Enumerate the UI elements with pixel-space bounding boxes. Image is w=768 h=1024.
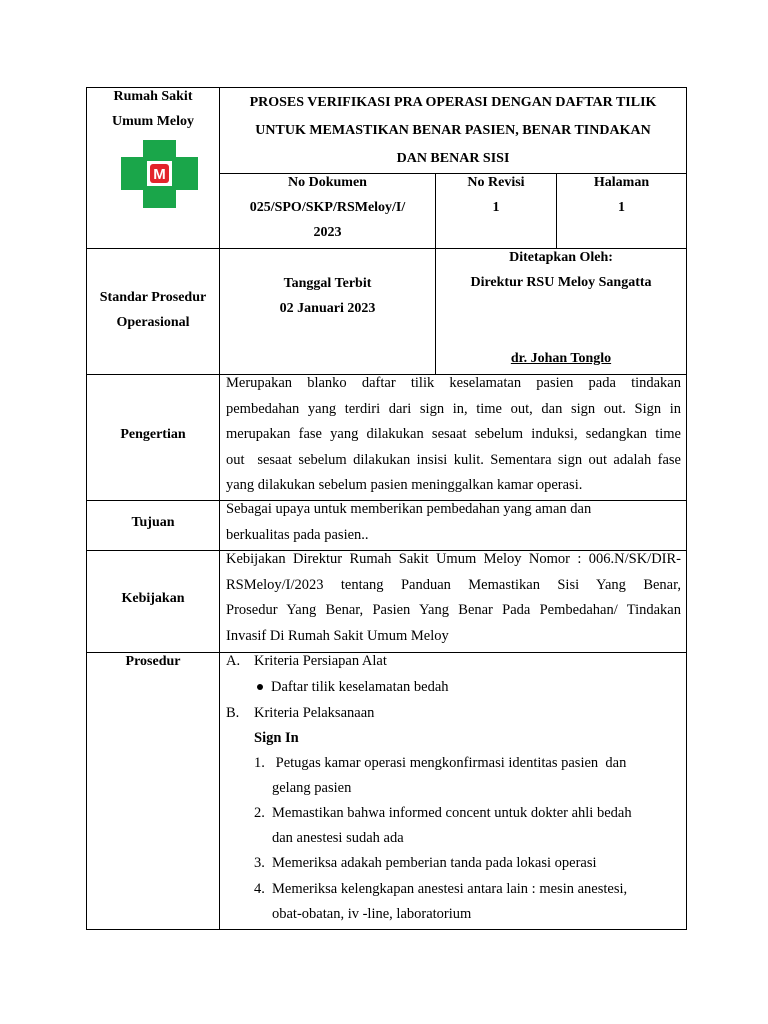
pengertian-line: yang dilakukan sebelum pasien meninggalkan kamar operasi. bbox=[226, 477, 583, 493]
title-line1: PROSES VERIFIKASI PRA OPERASI DENGAN DAFTAR TILIK bbox=[249, 95, 657, 110]
bullet-dot-icon bbox=[257, 684, 263, 690]
issue-date-cell bbox=[220, 271, 435, 321]
section-a-bullet bbox=[254, 675, 449, 700]
tujuan-line: berkualitas pada pasien.. bbox=[226, 526, 369, 543]
doc-number-line1: 025/SPO/SKP/RSMeloy/I/ bbox=[249, 200, 406, 215]
kebijakan-line: Prosedur Yang Benar, Pasien Yang Benar Pada Pembedahan/ Tindakan bbox=[226, 602, 681, 618]
doc-number-label: No Dokumen bbox=[288, 175, 367, 190]
sop-label bbox=[87, 285, 219, 335]
section-b-title: Kriteria Pelaksanaan bbox=[254, 705, 375, 721]
step-number: 4. bbox=[254, 881, 265, 897]
step-4-continuation: obat-obatan, iv -line, laboratorium bbox=[272, 906, 472, 922]
org-name bbox=[87, 84, 219, 134]
green-cross-logo-icon bbox=[121, 140, 198, 208]
section-b-marker: B. bbox=[226, 705, 240, 721]
approver-name bbox=[436, 346, 686, 371]
issue-date-label: Tanggal Terbit bbox=[283, 276, 372, 291]
approval-role: Direktur RSU Meloy Sangatta bbox=[470, 275, 652, 290]
kebijakan-line: Kebijakan Direktur Rumah Sakit Umum Meloy Nomor : 006.N/SK/DIR- bbox=[226, 551, 681, 567]
table-border-right bbox=[686, 87, 687, 930]
section-a-marker: A. bbox=[226, 653, 241, 669]
issue-date-value: 02 Januari 2023 bbox=[279, 301, 376, 316]
step-text: Petugas kamar operasi mengkonfirmasi identitas pasien dan bbox=[272, 755, 627, 771]
step-text: Memeriksa kelengkapan anestesi antara lain : mesin anestesi, bbox=[272, 881, 628, 897]
step-text: Memeriksa adakah pemberian tanda pada lokasi operasi bbox=[272, 855, 597, 871]
kebijakan-line: Invasif Di Rumah Sakit Umum Meloy bbox=[226, 627, 449, 644]
revision-cell bbox=[436, 170, 556, 220]
prosedur-label: Prosedur bbox=[125, 654, 181, 669]
pengertian-line: Merupakan blanko daftar tilik keselamatan pasien pada tindakan bbox=[226, 375, 681, 391]
step-3 bbox=[254, 851, 597, 876]
page-value: 1 bbox=[618, 200, 625, 215]
tujuan-line: Sebagai upaya untuk memberikan pembedahan yang aman dan bbox=[226, 501, 592, 517]
pengertian-label: Pengertian bbox=[120, 427, 186, 442]
section-a-bullet-text: Daftar tilik keselamatan bedah bbox=[271, 679, 449, 695]
kebijakan-text bbox=[226, 547, 681, 649]
approver-name-text: dr. Johan Tonglo bbox=[510, 351, 612, 366]
step-1-continuation: gelang pasien bbox=[272, 780, 352, 796]
approval-cell bbox=[436, 245, 686, 295]
step-number: 2. bbox=[254, 805, 265, 821]
tujuan-text bbox=[226, 497, 681, 548]
org-name-line2: Umum Meloy bbox=[111, 114, 195, 129]
sop-label-line1: Standar Prosedur bbox=[99, 290, 207, 305]
pengertian-line: out sesaat sebelum dilakukan insisi kulit. Sementara sign out adalah fase bbox=[226, 451, 681, 468]
section-a-heading bbox=[226, 649, 387, 674]
step-number: 3. bbox=[254, 855, 265, 871]
step-number: 1. bbox=[254, 755, 265, 771]
tujuan-label: Tujuan bbox=[131, 515, 175, 530]
table-border-bottom bbox=[86, 929, 687, 930]
pengertian-line: merupakan fase yang dilakukan sesaat sebelum induksi, sedangkan time bbox=[226, 426, 681, 442]
hospital-logo bbox=[121, 140, 198, 208]
doc-number-line2: 2023 bbox=[313, 225, 342, 240]
page-cell bbox=[557, 170, 686, 220]
kebijakan-line: RSMeloy/I/2023 tentang Panduan Memastikan Sisi Yang Benar, bbox=[226, 576, 681, 593]
sign-in-heading: Sign In bbox=[254, 730, 299, 746]
step-1 bbox=[254, 751, 626, 776]
kebijakan-label: Kebijakan bbox=[121, 591, 185, 606]
approval-label: Ditetapkan Oleh: bbox=[509, 250, 613, 265]
section-a-title: Kriteria Persiapan Alat bbox=[254, 653, 387, 669]
title-line3: DAN BENAR SISI bbox=[396, 151, 510, 166]
document-title bbox=[220, 89, 686, 173]
title-line2: UNTUK MEMASTIKAN BENAR PASIEN, BENAR TINDAKAN bbox=[255, 123, 651, 138]
page-label: Halaman bbox=[593, 175, 650, 190]
revision-label: No Revisi bbox=[467, 175, 525, 190]
pengertian-text bbox=[226, 371, 681, 499]
section-b-heading bbox=[226, 701, 374, 726]
step-4 bbox=[254, 877, 627, 902]
step-2-continuation: dan anestesi sudah ada bbox=[272, 830, 404, 846]
table-border-left bbox=[86, 87, 87, 930]
sop-label-line2: Operasional bbox=[116, 315, 190, 330]
doc-number-cell bbox=[220, 170, 435, 245]
step-text: Memastikan bahwa informed concent untuk dokter ahli bedah bbox=[272, 805, 632, 821]
revision-value: 1 bbox=[492, 200, 500, 215]
step-2 bbox=[254, 801, 632, 826]
logo-letter: M bbox=[153, 166, 166, 183]
pengertian-line: pembedahan yang terdiri dari sign in, time out, dan sign out. Sign in bbox=[226, 400, 681, 417]
org-name-line1: Rumah Sakit bbox=[113, 89, 193, 104]
